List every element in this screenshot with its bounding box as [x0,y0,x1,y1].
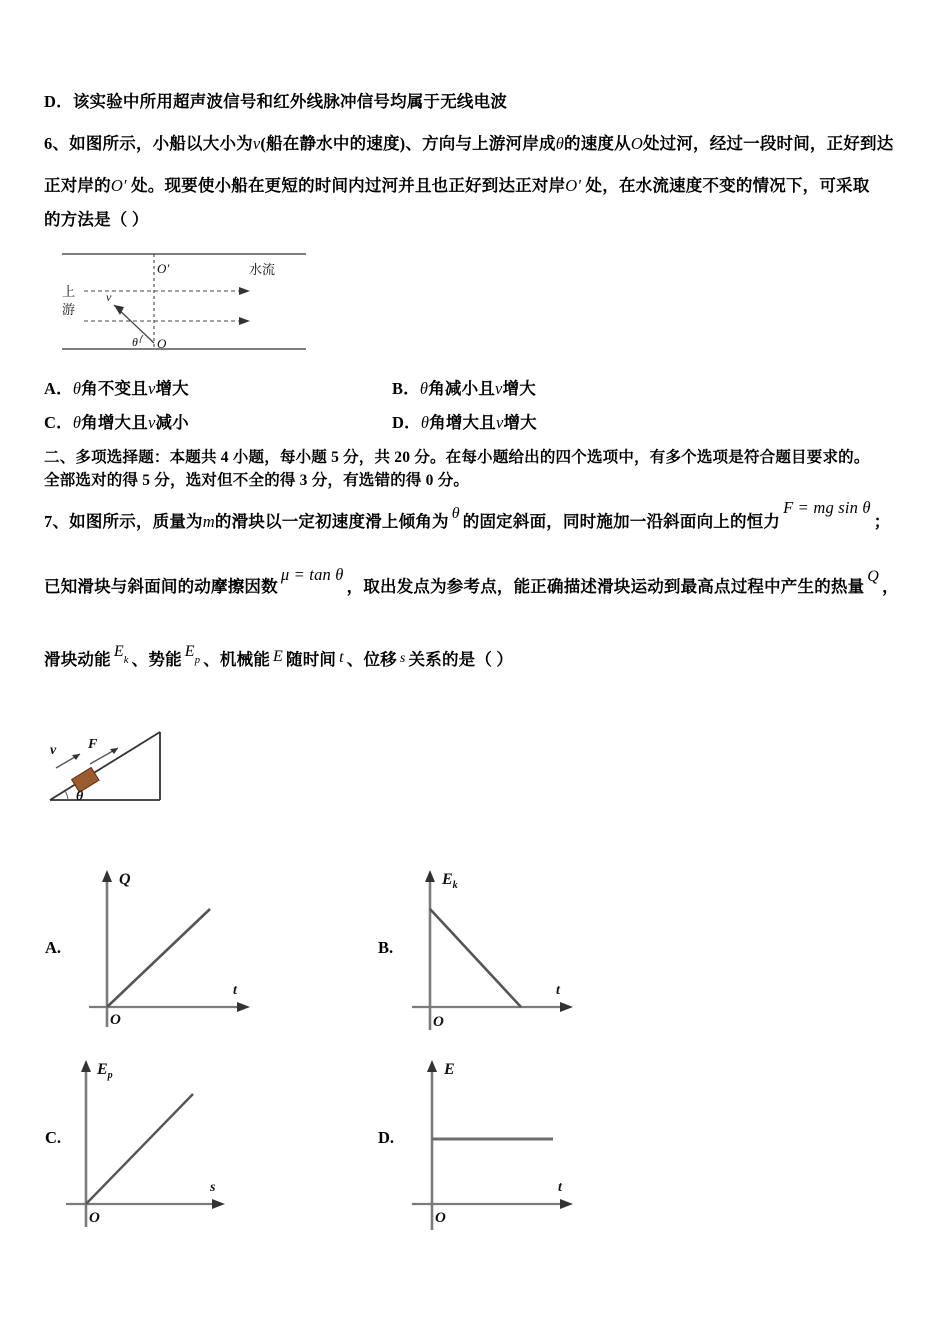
incline-hypotenuse [50,732,160,800]
q7-l3-b: 、势能 [131,650,182,669]
q6-option-a-end: 增大 [155,379,189,398]
q7-l2-comma: ， [882,577,899,596]
q7-l3-d: 随时间 [286,650,337,669]
q7-symbol-t: t [339,649,344,666]
chart-option-b [408,862,598,1037]
chart-b-y-arrowhead [425,870,435,882]
chart-option-c [60,1052,260,1232]
q6-stem-line3: 的方法是（ ） [44,210,149,229]
q6-option-d[interactable] [392,413,537,433]
q6-option-d-theta: θ [420,413,430,432]
label-v: v [106,290,112,304]
chart-a-origin-label: O [110,1012,121,1028]
chart-c-origin-label: O [89,1210,100,1226]
incline-velocity-arrowhead [72,754,80,760]
q6-option-b-mid: 角减小且 [428,379,496,398]
chart-d-y-label: E [444,1061,455,1078]
q6-option-a-mid: 角不变且 [81,379,148,398]
inclined-plane-figure [38,718,218,818]
label-upstream-char1: 上 [62,284,76,299]
q7-symbol-theta: θ [451,505,460,522]
chart-b-series-line [430,909,521,1007]
q6-number: 6、 [44,134,70,153]
chart-b-x-arrowhead [560,1002,573,1012]
incline-label-F: F [88,737,98,752]
chart-b-x-label: t [556,983,560,998]
chart-c-x-arrowhead [212,1199,225,1209]
q6-option-b[interactable] [392,379,536,399]
q7-symbol-E: E [273,648,284,665]
q6-option-b-v: v [495,379,503,398]
q7-formula-friction: μ = tan θ [280,565,344,584]
incline-angle-arc [65,791,68,800]
q7-stem-line3 [44,643,514,677]
q6-text-c: 的速度从 [564,134,631,153]
q6-symbol-theta: θ [555,134,564,153]
q7-l1-semi: ； [873,512,891,531]
q7-option-d-key[interactable]: D. [378,1128,395,1147]
q7-l3-e: 、位移 [346,650,397,669]
incline-label-theta: θ [76,789,84,804]
q7-option-a-key[interactable]: A. [45,938,62,957]
chart-d-origin-label: O [435,1210,446,1226]
chart-a-series-line [107,909,210,1007]
q6-text-b: (船在静水中的速度)、方向与上游河岸成 [260,134,556,153]
q7-l3-c: 、机械能 [203,650,271,669]
q7-l1-b: 的滑块以一定初速度滑上倾角为 [214,512,449,531]
chart-a-y-label: Q [119,871,131,888]
q6-option-c[interactable] [44,413,189,433]
q6-symbol-o: O [630,134,643,153]
q6-l2-text-c: 处，在水流速度不变的情况下，可采取 [585,176,870,195]
q6-l2-text-b: 处。现要使小船在更短的时间内过河并且也正好到达正对岸 [131,176,566,195]
chart-b-y-label: $E_k$ [442,871,458,891]
q7-option-c-key[interactable]: C. [45,1128,62,1147]
q5-option-d-text: 该实验中所用超声波信号和红外线脉冲信号均属于无线电波 [72,92,508,111]
q7-symbol-Ep-main: E [184,643,195,660]
chart-a-y-arrowhead [102,870,112,882]
q6-option-c-v: v [147,413,156,432]
q7-symbol-Ep [182,643,203,667]
q6-option-a-key: A． [44,379,73,398]
q6-text-d: 处过河，经过一段时间，正好到达 [642,134,894,153]
q7-formula-force: F = mg sin θ [783,498,871,517]
angle-arc [140,335,143,343]
q7-l1-a: 如图所示，质量为 [69,512,203,531]
q7-symbol-Ek [111,643,132,667]
q6-option-d-key: D． [392,413,421,432]
q7-symbol-Ek-sub: k [123,655,129,667]
chart-c-y-arrowhead [81,1060,91,1072]
q7-l1-c: 的固定斜面，同时施加一沿斜面向上的恒力 [462,512,781,531]
q7-symbol-m: m [202,512,215,531]
river-crossing-figure [44,243,314,358]
q6-symbol-o-prime-1: O′ [110,176,127,195]
section2-line1: 二、多项选择题：本题共 4 小题，每小题 5 分，共 20 分。在每小题给出的四个选项中，有多个选项是符合题目要求的。 [44,449,870,466]
chart-b-origin-label: O [433,1014,444,1030]
q7-number: 7、 [44,512,70,531]
label-flow: 水流 [249,262,276,277]
chart-d-x-label: t [558,1180,562,1195]
q6-option-c-theta: θ [72,413,82,432]
q7-symbol-Ep-sub: p [194,655,201,667]
q6-option-a-v: v [147,379,156,398]
q7-symbol-Q: Q [867,568,880,585]
q7-l3-a: 滑块动能 [44,650,111,669]
q6-option-b-theta: θ [419,379,429,398]
q7-symbol-Ek-main: E [113,643,124,660]
chart-option-a [85,862,275,1037]
label-o-prime: O′ [157,261,170,276]
incline-force-arrowhead [110,748,118,754]
chart-option-d [408,1052,608,1232]
label-o: O [157,336,167,351]
q6-option-c-mid: 角增大且 [81,413,148,432]
q6-stem-line2 [44,176,869,196]
incline-label-v: v [50,743,57,758]
q6-option-d-mid: 角增大且 [429,413,496,432]
q6-symbol-v: v [252,134,261,153]
chart-d-x-arrowhead [560,1199,573,1209]
q6-symbol-o-prime-2: O′ [565,176,582,195]
chart-a-x-label: t [233,983,237,998]
chart-c-y-label: $E_p$ [97,1061,113,1081]
q7-symbol-s: s [399,651,406,666]
q6-option-a[interactable] [44,379,189,399]
chart-c-x-label: s [210,1180,216,1195]
flow-arrowhead-lower [239,317,250,325]
q6-option-c-key: C． [44,413,73,432]
q6-stem-line1 [44,134,893,154]
q6-option-b-end: 增大 [502,379,536,398]
q7-l2-a: 已知滑块与斜面间的动摩擦因数 [44,577,278,596]
q7-l2-b: ，取出发点为参考点，能正确描述滑块运动到最高点过程中产生的热量 [346,577,865,596]
label-upstream-char2: 游 [62,302,76,317]
q6-option-d-end: 增大 [503,413,537,432]
chart-a-x-arrowhead [237,1002,250,1012]
q7-option-b-key[interactable]: B. [378,938,394,957]
q5-option-d [44,92,507,112]
section2-line2: 全部选对的得 5 分，选对但不全的得 3 分，有选错的得 0 分。 [44,472,470,489]
flow-arrowhead-upper [239,287,250,295]
chart-c-series-line [86,1094,193,1204]
q7-l3-f: 关系的是（ ） [408,650,514,669]
q6-text-a: 如图所示，小船以大小为 [69,134,253,153]
chart-d-y-arrowhead [427,1060,437,1072]
q6-option-b-key: B． [392,379,420,398]
q6-l2-text-a: 正对岸的 [44,176,111,195]
label-theta: θ [132,335,138,349]
q7-stem-line1 [44,498,891,533]
q6-option-d-v: v [495,413,504,432]
q6-option-c-end: 减小 [155,413,189,432]
q5-option-d-label: D． [44,92,73,111]
q6-option-a-theta: θ [72,379,82,398]
q7-stem-line2 [44,565,899,598]
